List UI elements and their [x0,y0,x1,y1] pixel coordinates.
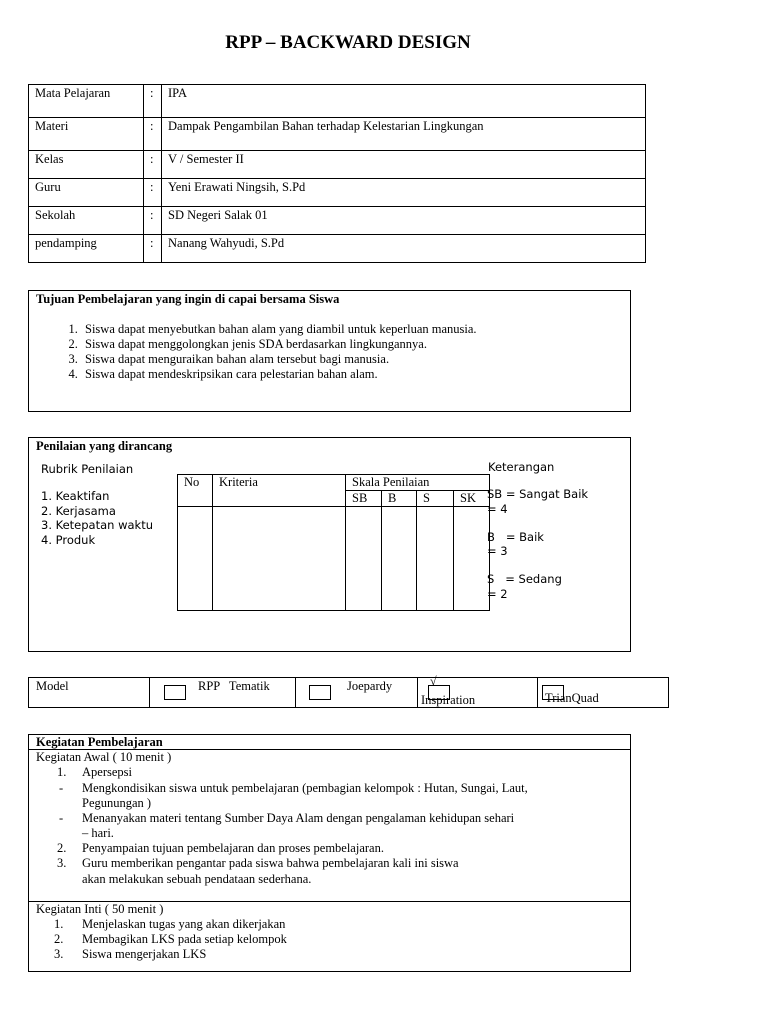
list-item: 3. Siswa dapat menguraikan bahan alam tersebut bagi manusia. [81,352,477,367]
list-item: akan melakukan sebuah pendataan sederhana. [82,872,312,886]
identity-value: Dampak Pengambilan Bahan terhadap Kelestarian Lingkungan [162,118,646,151]
identity-row [29,207,646,235]
checkbox-joepardy[interactable] [309,685,331,700]
rubrik-title: Rubrik Penilaian [41,462,134,476]
kegiatan-heading: Kegiatan Pembelajaran [36,735,163,749]
identity-row [29,235,646,263]
keterangan-title: Keterangan [488,460,555,474]
table-cell [178,507,213,611]
keterangan-line: B = Baik [487,529,544,544]
table-cell [417,507,454,611]
identity-label: Sekolah [29,207,144,235]
table-cell [213,507,346,611]
identity-value: V / Semester II [162,151,646,179]
table-cell [454,507,490,611]
model-row [28,674,669,708]
keterangan-line: S = Sedang [487,572,562,587]
list-item: 4. Produk [41,532,96,547]
identity-row [29,118,646,151]
table-cell [382,507,417,611]
list-item: – hari. [82,826,114,840]
page-title: RPP – BACKWARD DESIGN [225,32,471,53]
keterangan-line: = 4 [487,501,508,516]
model-option-rpp[interactable] [150,678,296,707]
list-item: Penyampaian tujuan pembelajaran dan proses pembelajaran. [82,841,384,855]
identity-label: Kelas [29,151,144,179]
identity-separator: : [144,85,162,118]
keterangan-line: SB = Sangat Baik [487,487,589,502]
identity-separator: : [144,179,162,207]
header-no: No [178,475,213,507]
model-option-trianquad[interactable] [538,678,668,707]
option-label: RPP Tematik [198,679,270,693]
keterangan-line: = 2 [487,586,508,601]
list-item: Pegunungan ) [82,796,152,810]
identity-row [29,85,646,118]
identity-value: SD Negeri Salak 01 [162,207,646,235]
header-skala: Skala Penilaian [346,475,490,491]
list-marker: 1. [57,765,67,779]
list-marker: 3. [57,856,67,870]
identity-row [29,151,646,179]
table-row [178,507,490,611]
identity-separator: : [144,118,162,151]
list-item: 2. Kerjasama [41,503,116,518]
identity-separator: : [144,235,162,263]
tujuan-list [29,322,477,382]
identity-table [28,84,646,263]
identity-label: pendamping [29,235,144,263]
list-item: 4. Siswa dapat mendeskripsikan cara pelestarian bahan alam. [81,367,477,382]
identity-value: Yeni Erawati Ningsih, S.Pd [162,179,646,207]
identity-separator: : [144,207,162,235]
tujuan-heading: Tujuan Pembelajaran yang ingin di capai bersama Siswa [36,292,340,306]
list-marker: - [59,811,64,825]
model-option-joepardy[interactable] [296,678,418,707]
table-header-row [178,475,490,491]
list-item: Menjelaskan tugas yang akan dikerjakan [82,917,286,931]
header-s: S [417,491,454,507]
list-item: Mengkondisikan siswa untuk pembelajaran (pembagian kelompok : Hutan, Sungai, Laut, [82,781,528,795]
list-item: Siswa mengerjakan LKS [82,947,207,961]
header-kriteria: Kriteria [213,475,346,507]
list-marker: - [59,781,64,795]
list-marker: 2. [57,841,67,855]
list-item: 1. Keaktifan [41,489,110,503]
identity-label: Mata Pelajaran [29,85,144,118]
list-item: Membagikan LKS pada setiap kelompok [82,932,287,946]
checkbox-rpp[interactable] [164,685,186,700]
option-label: Inspiration [421,693,476,707]
list-item: Guru memberikan pengantar pada siswa bahwa pembelajaran kali ini siswa [82,856,459,870]
keterangan-line: = 3 [487,544,508,559]
kegiatan-inti-title: Kegiatan Inti ( 50 menit ) [36,902,164,916]
penilaian-heading: Penilaian yang dirancang [36,439,173,453]
list-marker: 2. [54,932,64,946]
table-cell [346,507,382,611]
list-item: 2. Siswa dapat menggolongkan jenis SDA berdasarkan lingkungannya. [81,337,477,352]
header-sk: SK [454,491,490,507]
list-item: 1. Siswa dapat menyebutkan bahan alam yang diambil untuk keperluan manusia. [81,322,477,337]
list-item: Apersepsi [82,765,132,779]
identity-label: Guru [29,179,144,207]
keterangan [487,460,627,601]
model-label: Model [36,679,69,693]
kegiatan-awal-title: Kegiatan Awal ( 10 menit ) [36,750,172,764]
header-sb: SB [346,491,382,507]
identity-value: IPA [162,85,646,118]
list-marker: 1. [54,917,64,931]
rubrik-table [177,474,490,611]
identity-value: Nanang Wahyudi, S.Pd [162,235,646,263]
identity-row [29,179,646,207]
check-mark-icon: √ [430,674,437,688]
list-item: Menanyakan materi tentang Sumber Daya Alam dengan pengalaman kehidupan sehari [82,811,515,825]
identity-separator: : [144,151,162,179]
option-label: Joepardy [347,679,393,693]
option-label: TrianQuad [545,691,599,705]
kegiatan-box [28,734,631,972]
list-item: 3. Ketepatan waktu [41,518,154,532]
identity-label: Materi [29,118,144,151]
model-option-inspiration[interactable] [418,674,538,707]
tujuan-box [28,290,631,412]
rubrik-list [41,489,153,547]
header-b: B [382,491,417,507]
model-label-cell [29,678,150,707]
list-marker: 3. [54,947,64,961]
